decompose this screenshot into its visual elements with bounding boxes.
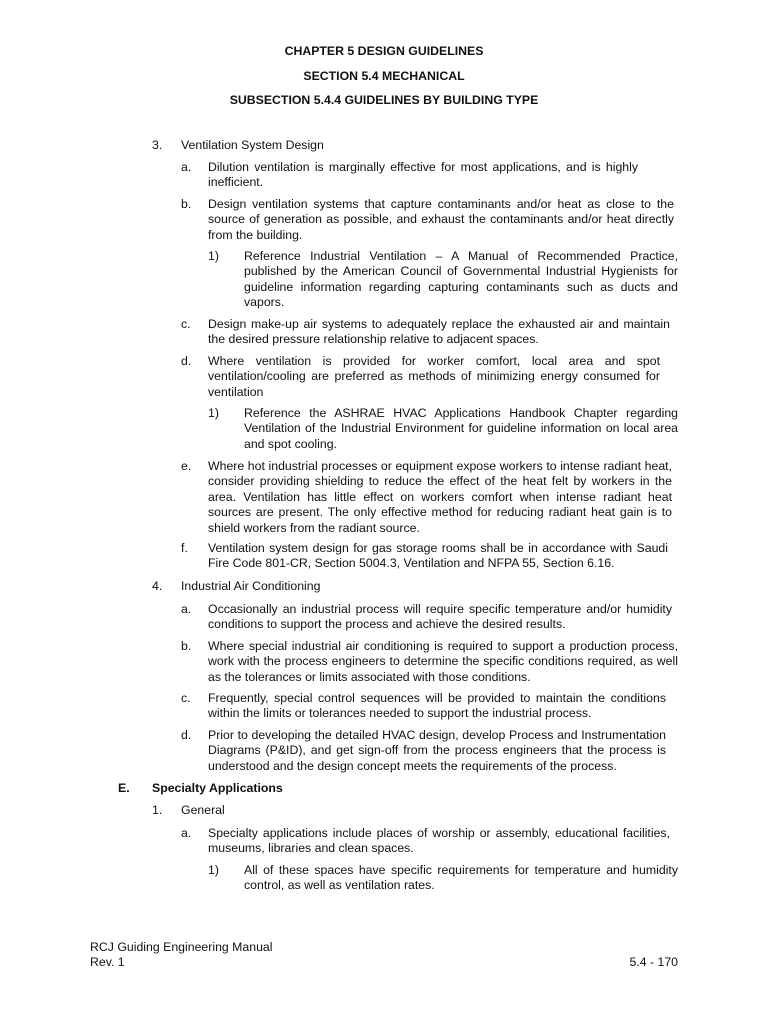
footer-revision: Rev. 1 [90, 955, 125, 969]
item-number: E. [118, 781, 130, 795]
item-text: Design ventilation systems that capture contaminants and/or heat as close to the source of generation as possible, and exhaust the contaminants and/or heat directly from the building. [208, 197, 674, 242]
chapter-title: CHAPTER 5 DESIGN GUIDELINES [284, 44, 484, 58]
item-number: b. [181, 639, 192, 653]
item-text: Reference Industrial Ventilation – A Manual of Recommended Practice, published by the American Council of Governmental Industrial Hygienists for guideline information regarding capturing contaminants such as ducts and vapors. [244, 249, 678, 310]
item-text: Specialty Applications [152, 781, 283, 795]
footer-page-number: 5.4 - 170 [629, 955, 678, 969]
item-text: Dilution ventilation is marginally effective for most applications, and is highly inefficient. [208, 160, 638, 190]
item-number: 1. [152, 803, 163, 817]
item-number: 3. [152, 138, 163, 152]
item-text: Design make-up air systems to adequately replace the exhausted air and maintain the desired pressure relationship relative to adjacent spaces. [208, 317, 670, 347]
item-number: 1) [208, 249, 219, 263]
item-text: Industrial Air Conditioning [181, 579, 321, 593]
item-number: b. [181, 197, 192, 211]
item-number: 1) [208, 863, 219, 877]
item-number: 4. [152, 579, 163, 593]
item-number: c. [181, 317, 191, 331]
subsection-title: SUBSECTION 5.4.4 GUIDELINES BY BUILDING TYPE [229, 93, 539, 107]
item-number: a. [181, 602, 192, 616]
item-text: General [181, 803, 225, 817]
section-title: SECTION 5.4 MECHANICAL [303, 69, 465, 83]
item-number: 1) [208, 406, 219, 420]
item-text: Where hot industrial processes or equipment expose workers to intense radiant heat, consider providing shielding to reduce the effect of the heat felt by workers in the area. Ventilation has little effect on workers comfort when intense radiant heat sources are present. The only effective method for reducing radiant heat gain is to shield workers from the radiant source. [208, 459, 672, 535]
footer-manual-name: RCJ Guiding Engineering Manual [90, 940, 273, 954]
item-number: e. [181, 459, 192, 473]
item-number: a. [181, 160, 192, 174]
item-text: Frequently, special control sequences will be provided to maintain the conditions within the limits or tolerances needed to support the industrial process. [208, 691, 666, 721]
item-text: Where ventilation is provided for worker comfort, local area and spot ventilation/cooling are preferred as methods of minimizing energy consumed for ventilation [208, 354, 660, 399]
item-text: Prior to developing the detailed HVAC design, develop Process and Instrumentation Diagrams (P&ID), and get sign-off from the process engineers that the process is understood and the design concept meets the requirements of the process. [208, 728, 666, 773]
item-text: Occasionally an industrial process will require specific temperature and/or humidity conditions to support the process and achieve the desired results. [208, 602, 672, 632]
item-text: Reference the ASHRAE HVAC Applications Handbook Chapter regarding Ventilation of the Industrial Environment for guideline information on local area and spot cooling. [244, 406, 678, 451]
item-text: Where special industrial air conditioning is required to support a production process, work with the process engineers to determine the specific conditions required, as well as the tolerances or limits associated with those conditions. [208, 639, 678, 684]
item-text: Ventilation system design for gas storage rooms shall be in accordance with Saudi Fire Code 801-CR, Section 5004.3, Ventilation and NFPA 55, Section 6.16. [208, 541, 668, 571]
item-number: c. [181, 691, 191, 705]
item-number: f. [181, 541, 188, 555]
item-text: Ventilation System Design [181, 138, 324, 152]
item-text: All of these spaces have specific requirements for temperature and humidity control, as well as ventilation rates. [244, 863, 678, 893]
item-number: a. [181, 826, 192, 840]
item-text: Specialty applications include places of worship or assembly, educational facilities, museums, libraries and clean spaces. [208, 826, 670, 856]
item-number: d. [181, 728, 192, 742]
item-number: d. [181, 354, 192, 368]
